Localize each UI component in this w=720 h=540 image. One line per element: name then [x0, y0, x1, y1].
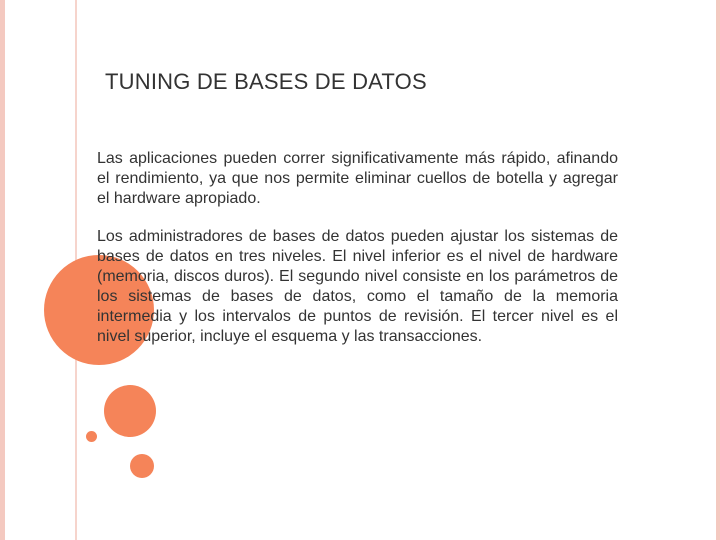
paragraph-tuning-levels: Los administradores de bases de datos pueden ajustar los sistemas de bases de datos en tres niveles. El nivel inferior es el nivel de hardware (memoria, discos duros). El segundo nivel consiste en los parámetros de los sistemas de bases de datos, como el tamaño de la memoria intermedia y los intervalos de puntos de revisión. El tercer nivel es el nivel superior, incluye el esquema y las transacciones. — [97, 228, 618, 345]
left-border-decoration — [0, 0, 5, 540]
tiny-decorative-circle — [86, 431, 97, 442]
small-decorative-circle — [130, 454, 154, 478]
right-border-decoration — [716, 0, 720, 540]
paragraph-performance: Las aplicaciones pueden correr significativamente más rápido, afinando el rendimiento, ya que nos permite eliminar cuellos de botella y agregar el hardware apropiado. — [97, 150, 618, 207]
slide-body — [97, 149, 618, 347]
slide-title: TUNING DE BASES DE DATOS — [105, 69, 427, 94]
medium-decorative-circle — [104, 385, 156, 437]
